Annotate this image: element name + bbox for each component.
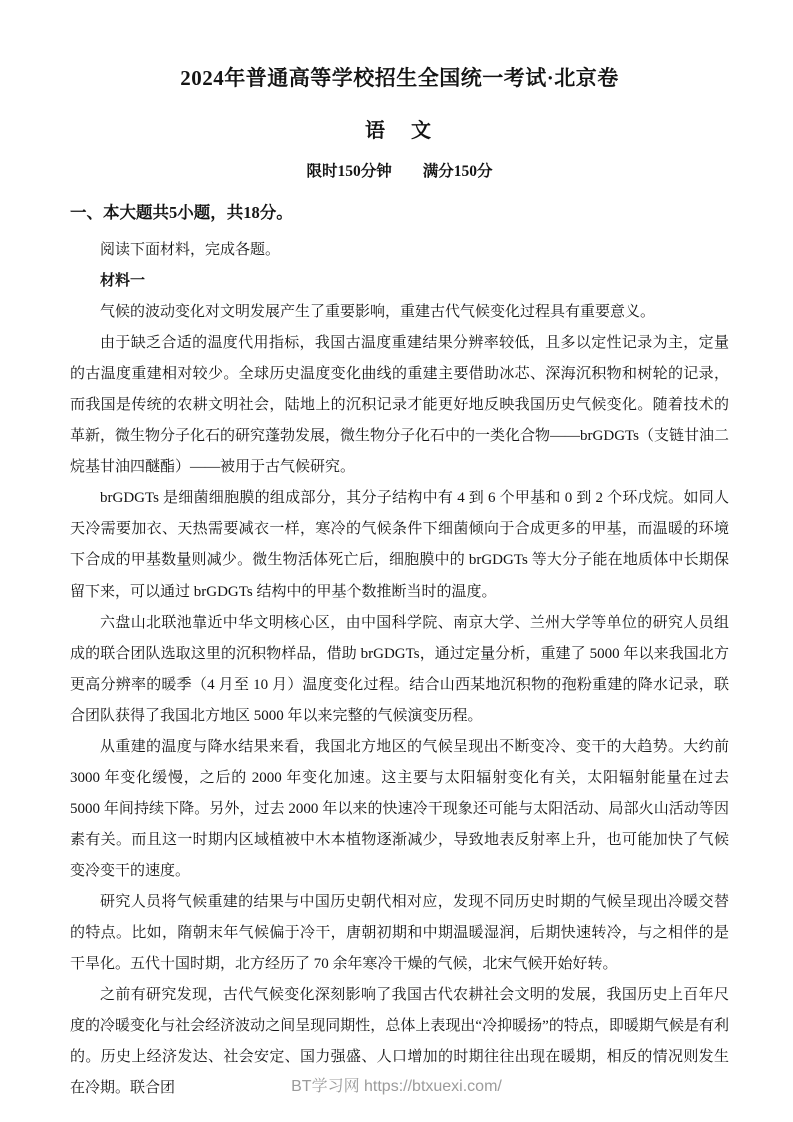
paragraph-5: 从重建的温度与降水结果来看，我国北方地区的气候呈现出不断变冷、变干的大趋势。大约前 3000 年变化缓慢，之后的 2000 年变化加速。这主要与太阳辐射变化有关，太阳辐射能量在过去 5000 年间持续下降。另外，过去 2000 年以来的快速冷干现象还可能与太阳活动、局部火山活动等因素有关。而且这一时期内区域植被中木本植物逐渐减少，导致地表反射率上升，也可能加快了气候变冷变干的速度。 (70, 738, 729, 879)
paragraph-6: 研究人员将气候重建的结果与中国历史朝代相对应，发现不同历史时期的气候呈现出冷暖交替的特点。比如，隋朝末年气候偏于冷干，唐朝初期和中期温暖湿润，后期快速转冷，与之相伴的是干旱化。五代十国时期，北方经历了 70 余年寒冷干燥的气候，北宋气候开始好转。 (70, 893, 729, 973)
reading-instruction: 阅读下面材料，完成各题。 (100, 242, 281, 258)
paragraph-2: 由于缺乏合适的温度代用指标，我国古温度重建结果分辨率较低，且多以定性记录为主，定量的古温度重建相对较少。全球历史温度变化曲线的重建主要借助冰芯、深海沉积物和树轮的记录，而我国是传统的农耕文明社会，陆地上的沉积记录才能更好地反映我国历史气候变化。随着技术的革新，微生物分子化石的研究蓬勃发展，微生物分子化石中的一类化合物——brGDGTs（支链甘油二烷基甘油四醚酯）——被用于古气候研究。 (70, 335, 729, 476)
subject-title: 语 文 (365, 120, 434, 142)
site-watermark: BT学习网 https://btxuexi.com/ (291, 1078, 502, 1095)
section-one-heading: 一、本大题共5小题，共18分。 (70, 203, 293, 222)
paragraph-3: brGDGTs 是细菌细胞膜的组成部分，其分子结构中有 4 到 6 个甲基和 0 到 2 个环戊烷。如同人天冷需要加衣、天热需要减衣一样，寒冷的气候条件下细菌倾向于合成更多的甲基，而温暖的环境下合成的甲基数量则减少。微生物活体死亡后，细胞膜中的 brGDGTs 等大分子能在地质体中长期保留下来，可以通过 brGDGTs 结构中的甲基个数推断当时的温度。 (70, 490, 729, 600)
paragraph-4: 六盘山北联池靠近中华文明核心区，由中国科学院、南京大学、兰州大学等单位的研究人员组成的联合团队选取这里的沉积物样品，借助 brGDGTs，通过定量分析，重建了 5000 年以来我国北方更高分辨率的暖季（4 月至 10 月）温度变化过程。结合山西某地沉积物的孢粉重建的降水记录，联合团队获得了我国北方地区 5000 年以来完整的气候演变历程。 (70, 614, 729, 724)
exam-title: 2024年普通高等学校招生全国统一考试·北京卷 (180, 66, 619, 90)
exam-time-score-info: 限时150分钟 满分150分 (306, 163, 493, 180)
material-one-label: 材料一 (100, 273, 146, 290)
paragraph-7: 之前有研究发现，古代气候变化深刻影响了我国古代农耕社会文明的发展，我国历史上百年尺度的冷暖变化与社会经济波动之间呈现同期性，总体上表现出“冷抑暖扬”的特点，即暖期气候是有利的。历史上经济发达、社会安定、国力强盛、人口增加的时期往往出现在暖期，相反的情况则发生在冷期。联合团 (70, 987, 729, 1097)
paragraph-1: 气候的波动变化对文明发展产生了重要影响，重建古代气候变化过程具有重要意义。 (100, 304, 656, 321)
